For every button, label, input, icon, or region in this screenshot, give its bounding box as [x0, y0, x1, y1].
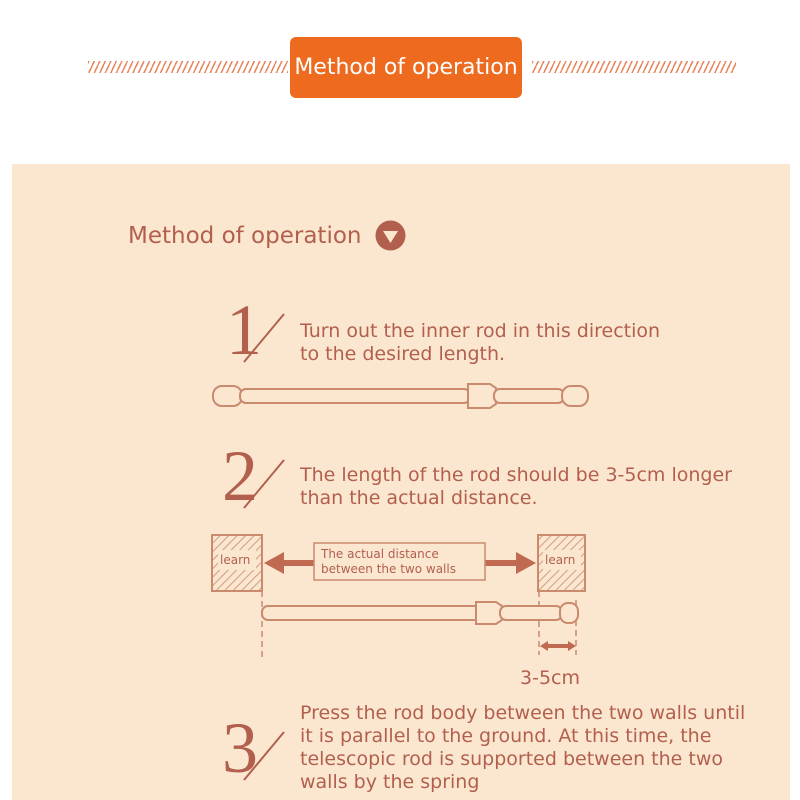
distance-label-line-1: The actual distance	[321, 547, 439, 561]
left-wall	[212, 535, 262, 591]
step-3-line-1: Press the rod body between the two walls until	[300, 702, 746, 724]
step-3-line-2: it is parallel to the ground. At this time, the	[300, 725, 712, 747]
step-3-line-3: telescopic rod is supported between the two	[300, 748, 724, 770]
section-title: Method of operation	[128, 223, 362, 249]
extra-length-label: 3-5cm	[520, 667, 580, 689]
step-2-line-2: than the actual distance.	[300, 487, 538, 509]
extra-length-marker	[540, 641, 576, 651]
rod-diagram-1	[213, 384, 588, 408]
right-wall	[538, 535, 585, 591]
distance-label-line-2: between the two walls	[321, 562, 456, 576]
header-badge-label: Method of operation	[294, 55, 518, 80]
left-wall-label: learn	[220, 553, 251, 567]
step-2-line-1: The length of the rod should be 3-5cm longer	[300, 464, 732, 486]
rod-diagram-2	[262, 602, 578, 624]
step-3-line-4: walls by the spring	[300, 771, 480, 793]
step-1-line-1: Turn out the inner rod in this direction	[300, 320, 661, 342]
right-wall-label: learn	[545, 553, 576, 567]
step-1-line-2: to the desired length.	[300, 343, 506, 365]
guide-lines	[262, 591, 576, 660]
step-3-digit: 3	[222, 710, 258, 785]
step-1-digit: 1	[226, 292, 262, 367]
step-2-digit: 2	[222, 438, 258, 513]
